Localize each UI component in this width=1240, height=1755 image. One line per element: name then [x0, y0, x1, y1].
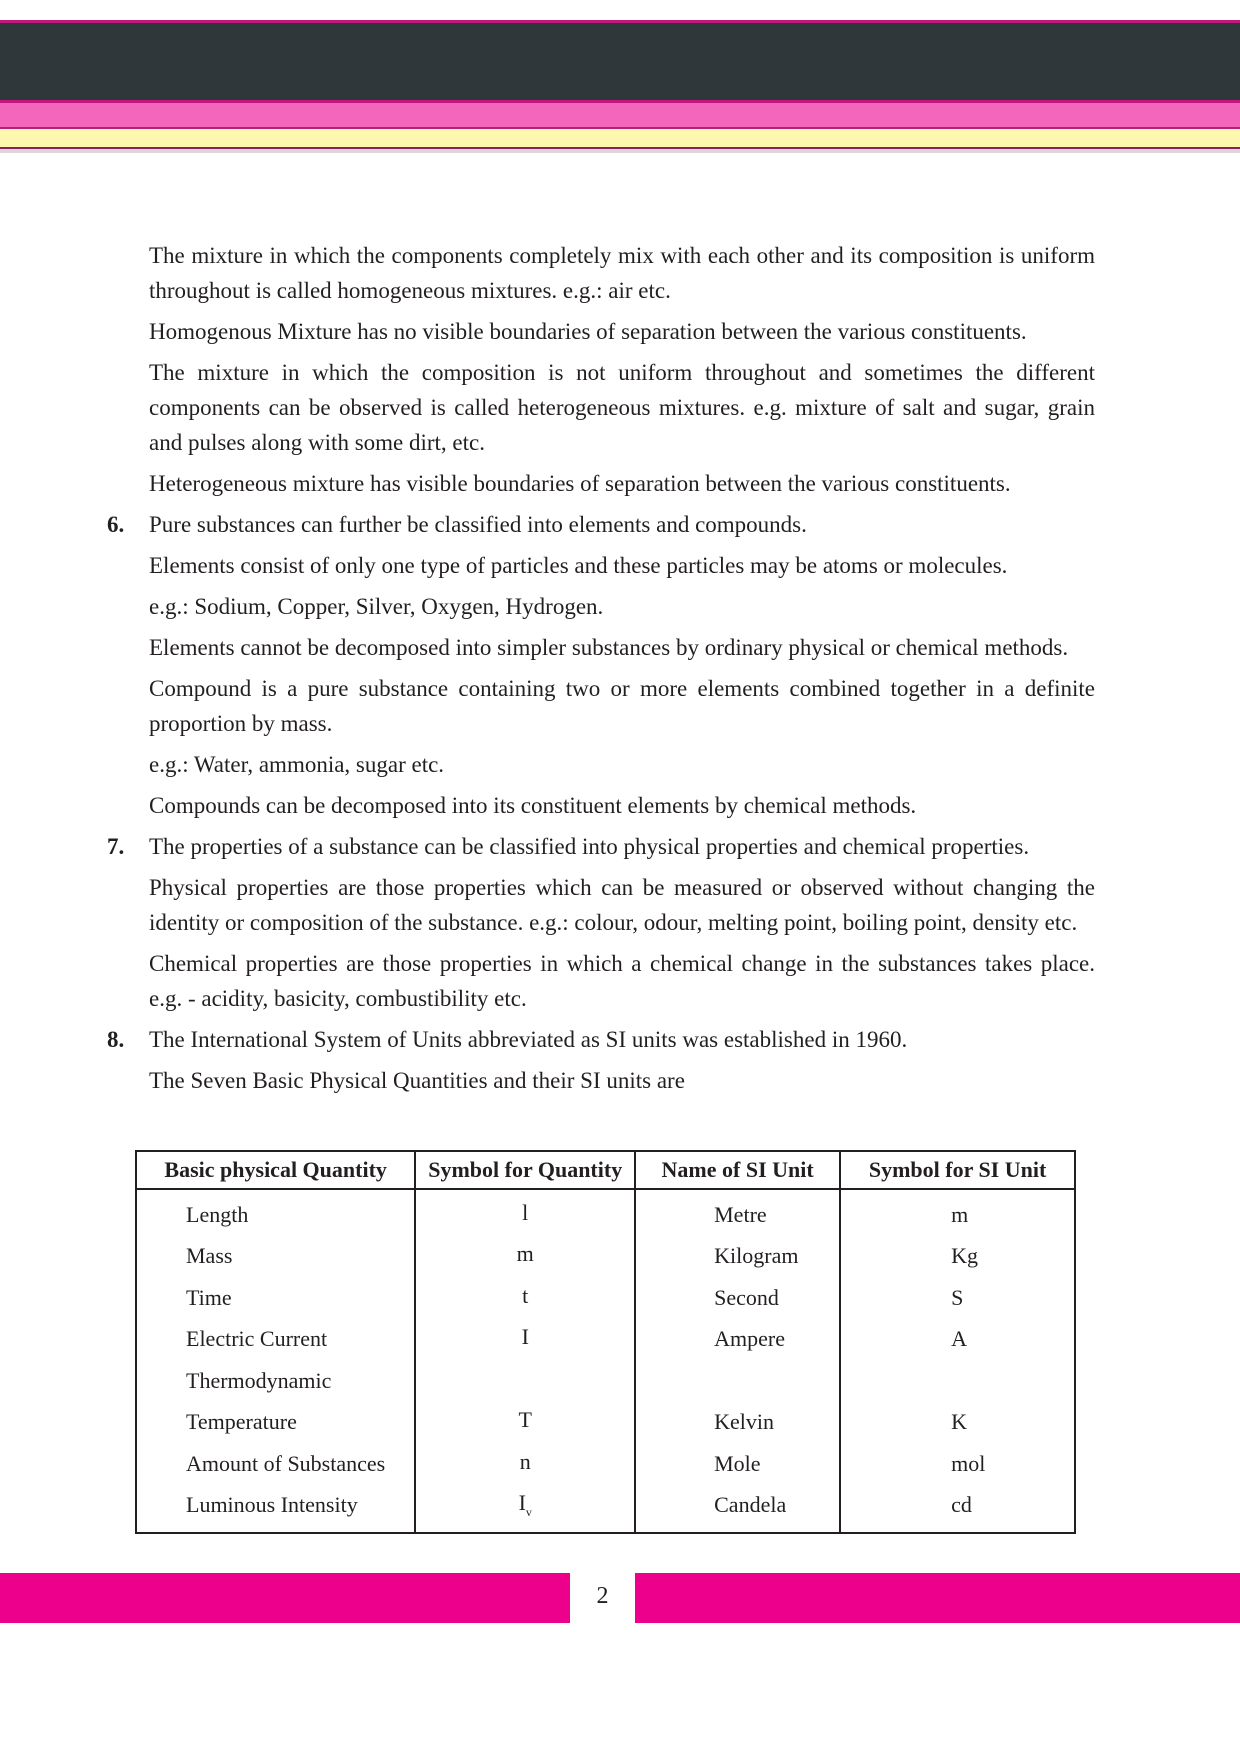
cell-symbol: $I_v$ — [415, 1485, 635, 1534]
paragraph: e.g.: Sodium, Copper, Silver, Oxygen, Hydrogen. — [149, 594, 604, 619]
cell-unit — [635, 1360, 840, 1402]
cell-unit-symbol: cd — [840, 1485, 1075, 1534]
header-pink-band — [0, 103, 1240, 127]
cell-symbol — [415, 1360, 635, 1402]
header-basic-quantity: Basic physical Quantity — [136, 1151, 415, 1189]
table-row — [136, 1443, 1075, 1485]
cell-unit-symbol: mol — [840, 1443, 1075, 1485]
paragraph: Physical properties are those properties which can be measured or observed without changing the identity or composition of the substance. e.g.: colour, odour, melting point, boiling point, density etc. — [149, 875, 1095, 935]
list-number: 8. — [107, 1027, 125, 1052]
table-header-row — [136, 1151, 1075, 1189]
table-row — [136, 1485, 1075, 1534]
body-text — [107, 238, 1095, 1104]
header-si-unit-name: Name of SI Unit — [635, 1151, 840, 1189]
cell-unit-symbol: A — [840, 1319, 1075, 1361]
cell-symbol: n — [415, 1443, 635, 1485]
paragraph: Elements cannot be decomposed into simpler substances by ordinary physical or chemical methods. — [149, 635, 1069, 660]
cell-symbol: m — [415, 1236, 635, 1278]
cell-unit-symbol: S — [840, 1277, 1075, 1319]
table-row — [136, 1360, 1075, 1402]
footer-band-left — [0, 1573, 570, 1623]
footer-band-right — [635, 1573, 1240, 1623]
list-item-6: 6. Pure substances can further be classified into elements and compounds. — [149, 507, 1095, 542]
paragraph: e.g.: Water, ammonia, sugar etc. — [149, 752, 445, 777]
cell-unit: Metre — [635, 1189, 840, 1236]
list-number: 7. — [107, 834, 125, 859]
header-shadow — [0, 149, 1240, 153]
cell-quantity: Time — [136, 1277, 415, 1319]
table-row — [136, 1236, 1075, 1278]
paragraph: Compounds can be decomposed into its constituent elements by chemical methods. — [149, 793, 917, 818]
cell-quantity: Length — [136, 1189, 415, 1236]
paragraph: Compound is a pure substance containing two or more elements combined together in a definite proportion by mass. — [149, 676, 1095, 736]
paragraph: Heterogeneous mixture has visible boundaries of separation between the various constituents. — [149, 471, 1011, 496]
table-row — [136, 1319, 1075, 1361]
table-caption: The Seven Basic Physical Quantities and their SI units are — [149, 1068, 685, 1093]
list-item-7: 7. The properties of a substance can be classified into physical properties and chemical properties. — [149, 829, 1095, 864]
paragraph: The mixture in which the composition is not uniform throughout and sometimes the different components can be observed is called heterogeneous mixtures. e.g. mixture of salt and sugar, grain and pulses along with some dirt, etc. — [149, 360, 1095, 455]
paragraph: The mixture in which the components completely mix with each other and its composition is uniform throughout is called homogeneous mixtures. e.g.: air etc. — [149, 243, 1095, 303]
table-row — [136, 1277, 1075, 1319]
paragraph: Chemical properties are those properties in which a chemical change in the substances takes place. e.g. - acidity, basicity, combustibility etc. — [149, 951, 1095, 1011]
cell-unit-symbol: m — [840, 1189, 1075, 1236]
table-row — [136, 1402, 1075, 1444]
list-number: 6. — [107, 512, 125, 537]
cell-unit-symbol — [840, 1360, 1075, 1402]
cell-unit: Ampere — [635, 1319, 840, 1361]
cell-quantity: Mass — [136, 1236, 415, 1278]
cell-symbol: T — [415, 1402, 635, 1444]
cell-quantity: Temperature — [136, 1402, 415, 1444]
header-yellow-band — [0, 129, 1240, 147]
cell-unit-symbol: K — [840, 1402, 1075, 1444]
header-symbol-quantity: Symbol for Quantity — [415, 1151, 635, 1189]
cell-unit: Candela — [635, 1485, 840, 1534]
cell-unit: Second — [635, 1277, 840, 1319]
cell-unit: Kilogram — [635, 1236, 840, 1278]
page-number: 2 — [596, 1583, 609, 1609]
header-dark-band — [0, 23, 1240, 100]
header-si-unit-symbol: Symbol for SI Unit — [840, 1151, 1075, 1189]
cell-quantity: Electric Current — [136, 1319, 415, 1361]
cell-quantity: Thermodynamic — [136, 1360, 415, 1402]
cell-symbol: l — [415, 1189, 635, 1236]
cell-unit: Mole — [635, 1443, 840, 1485]
cell-quantity: Amount of Substances — [136, 1443, 415, 1485]
cell-unit: Kelvin — [635, 1402, 840, 1444]
paragraph: Elements consist of only one type of particles and these particles may be atoms or molecules. — [149, 553, 1008, 578]
si-units-table — [135, 1150, 1076, 1534]
list-item-8: 8. The International System of Units abbreviated as SI units was established in 1960. — [149, 1022, 1095, 1057]
paragraph: Homogenous Mixture has no visible boundaries of separation between the various constituents. — [149, 319, 1027, 344]
table-row — [136, 1189, 1075, 1236]
cell-symbol: t — [415, 1277, 635, 1319]
cell-quantity: Luminous Intensity — [136, 1485, 415, 1534]
cell-symbol: I — [415, 1319, 635, 1361]
cell-unit-symbol: Kg — [840, 1236, 1075, 1278]
